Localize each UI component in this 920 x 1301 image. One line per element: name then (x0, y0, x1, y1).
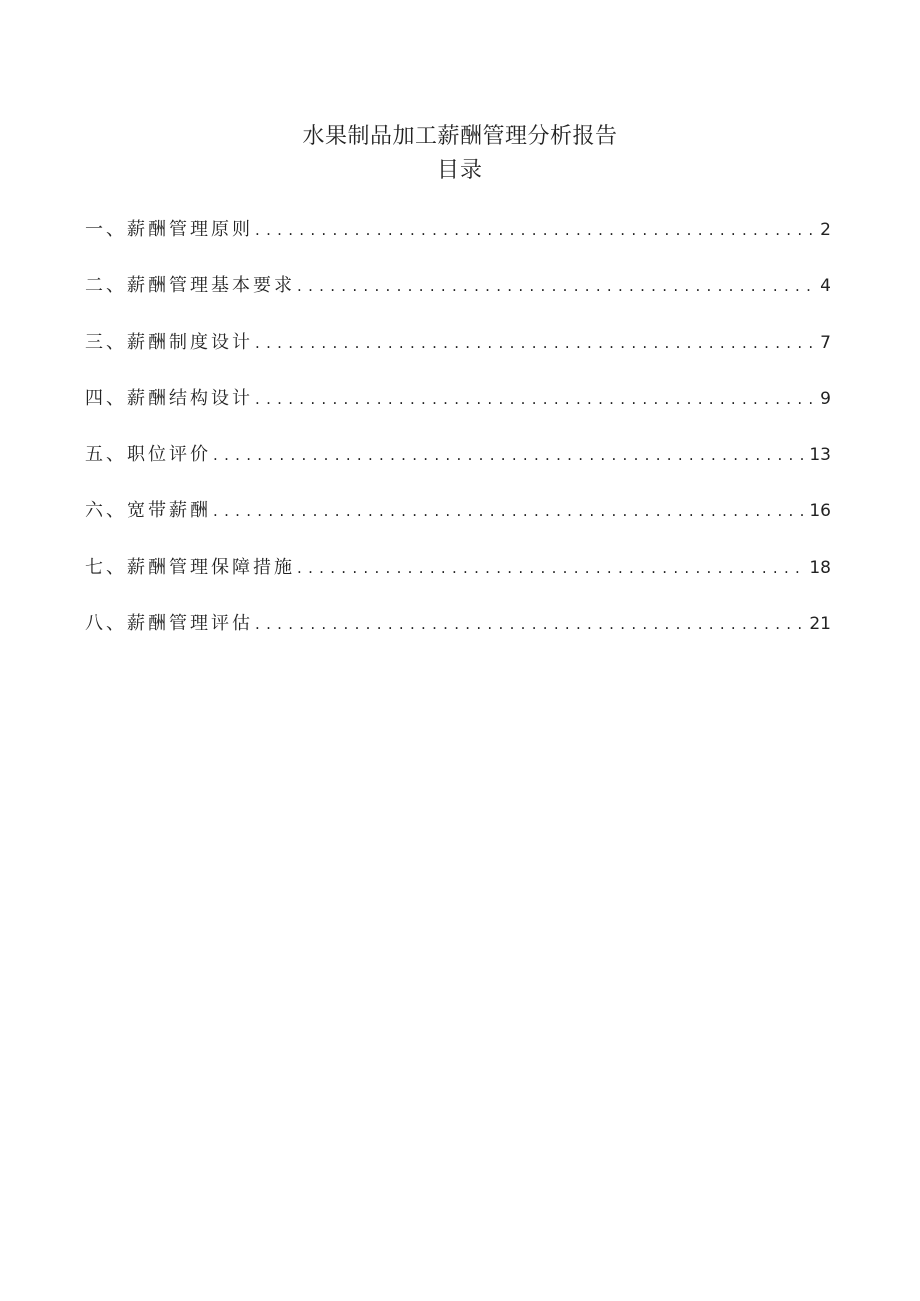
toc-dot-leader (255, 606, 805, 642)
toc-entry[interactable] (85, 325, 831, 381)
toc-dot-leader (297, 268, 816, 304)
toc-entry[interactable] (85, 550, 831, 606)
toc-entry[interactable] (85, 606, 831, 662)
toc-entry[interactable] (85, 493, 831, 549)
toc-entry-label: 五、职位评价 (85, 444, 211, 466)
toc-entry-page: 16 (809, 501, 831, 522)
toc-entry[interactable] (85, 381, 831, 437)
toc-entry-label: 四、薪酬结构设计 (85, 387, 253, 409)
toc-entry-page: 18 (809, 557, 831, 578)
toc-entry-page: 4 (820, 276, 831, 297)
toc-entry[interactable] (85, 437, 831, 493)
toc-dot-leader (255, 381, 816, 417)
toc-entry[interactable] (85, 268, 831, 324)
toc-entry-label: 二、薪酬管理基本要求 (85, 275, 295, 297)
table-of-contents (85, 212, 831, 662)
toc-dot-leader (213, 437, 805, 473)
toc-entry-label: 六、宽带薪酬 (85, 500, 211, 522)
toc-entry-page: 2 (820, 220, 831, 240)
toc-entry-label: 八、薪酬管理评估 (85, 613, 253, 635)
toc-entry-label: 三、薪酬制度设计 (85, 331, 253, 353)
toc-entry-label: 七、薪酬管理保障措施 (85, 556, 295, 578)
toc-heading: 目录 (436, 158, 483, 183)
toc-entry-page: 9 (820, 388, 831, 409)
document-title: 水果制品加工薪酬管理分析报告 (302, 124, 618, 149)
toc-entry-page: 7 (820, 332, 831, 353)
toc-dot-leader (255, 212, 816, 248)
toc-entry-page: 21 (809, 614, 831, 635)
toc-entry[interactable] (85, 212, 831, 268)
toc-entry-page: 13 (809, 445, 831, 466)
toc-dot-leader (255, 325, 816, 361)
toc-dot-leader (213, 493, 805, 529)
toc-entry-label: 一、薪酬管理原则 (85, 219, 253, 240)
toc-dot-leader (297, 550, 805, 586)
